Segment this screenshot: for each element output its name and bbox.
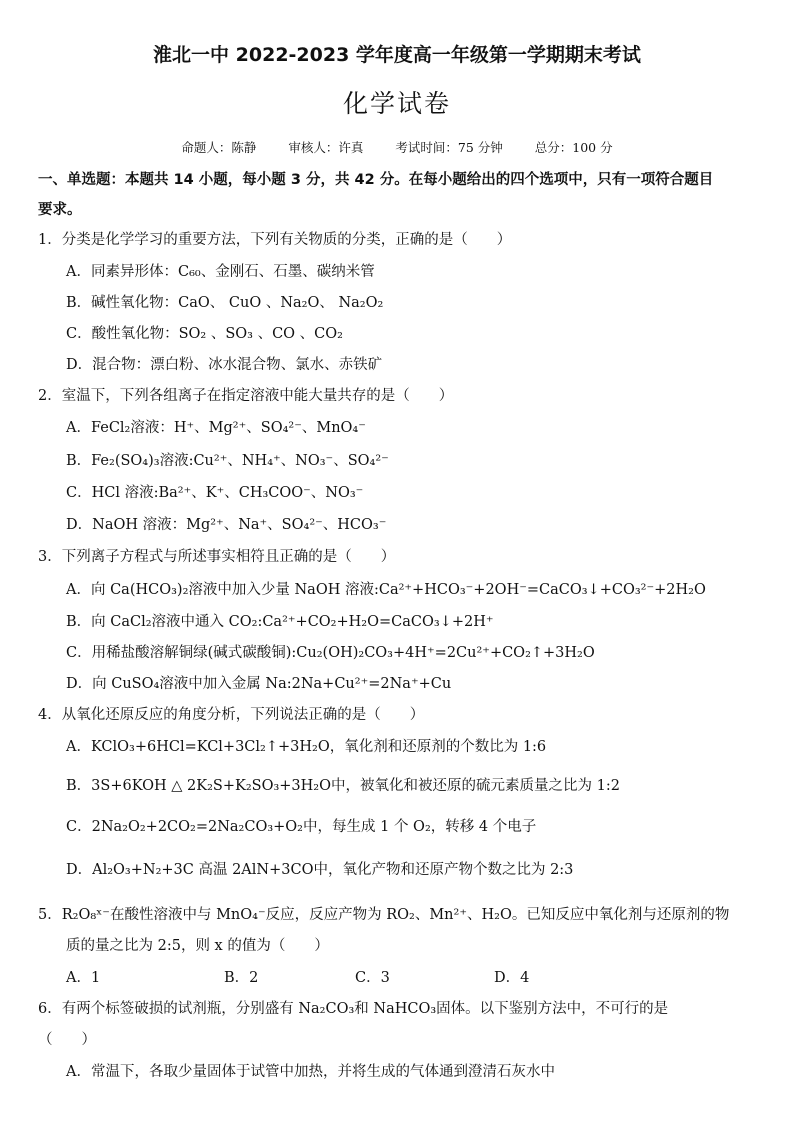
- question-5-stem-cont: 质的量之比为 2:5，则 x 的值为（ ）: [66, 938, 329, 954]
- question-6-stem: 6．有两个标签破损的试剂瓶，分别盛有 Na₂CO₃和 NaHCO₃固体。以下鉴别方法中，不可行的是: [38, 1001, 669, 1017]
- question-2-option-c: C．HCl 溶液:Ba²⁺、K⁺、CH₃COO⁻、NO₃⁻: [66, 485, 364, 501]
- question-1-option-b: B．碱性氧化物：CaO、 CuO 、Na₂O、 Na₂O₂: [66, 295, 384, 311]
- question-2-option-b: B．Fe₂(SO₄)₃溶液:Cu²⁺、NH₄⁺、NO₃⁻、SO₄²⁻: [66, 453, 389, 469]
- setter: 命题人：陈静: [181, 140, 257, 155]
- reviewer: 审核人：许真: [288, 140, 364, 155]
- question-4-option-a: A．KClO₃+6HCl=KCl+3Cl₂↑+3H₂O，氧化剂和还原剂的个数比为 1:6: [66, 739, 547, 755]
- question-3-option-b: B．向 CaCl₂溶液中通入 CO₂:Ca²⁺+CO₂+H₂O=CaCO₃↓+2H⁺: [66, 614, 494, 630]
- question-5-choice-d: D．4: [494, 970, 530, 986]
- question-6-option-a: A．常温下，各取少量固体于试管中加热，并将生成的气体通到澄清石灰水中: [66, 1064, 555, 1080]
- section-heading-cont: 要求。: [38, 202, 82, 218]
- question-5-choice-a: A．1: [66, 970, 101, 986]
- duration: 考试时间：75 分钟: [395, 140, 503, 155]
- question-5-stem: 5．R₂O₈ˣ⁻在酸性溶液中与 MnO₄⁻反应，反应产物为 RO₂、Mn²⁺、H₂O。已知反应中氧化剂与还原剂的物: [38, 907, 730, 923]
- question-1-option-c: C．酸性氧化物：SO₂ 、SO₃ 、CO 、CO₂: [66, 326, 343, 342]
- question-3-stem: 3．下列离子方程式与所述事实相符且正确的是（ ）: [38, 549, 396, 565]
- question-6-stem-cont: （ ）: [38, 1032, 96, 1048]
- question-2-option-d: D．NaOH 溶液：Mg²⁺、Na⁺、SO₄²⁻、HCO₃⁻: [66, 517, 387, 533]
- question-1-option-a: A．同素异形体：C₆₀、金刚石、石墨、碳纳米管: [66, 264, 375, 280]
- question-3-option-c: C．用稀盐酸溶解铜绿(碱式碳酸铜):Cu₂(OH)₂CO₃+4H⁺=2Cu²⁺+CO₂↑+3H₂O: [66, 645, 595, 661]
- exam-meta: [0, 138, 794, 156]
- question-3-option-d: D．向 CuSO₄溶液中加入金属 Na:2Na+Cu²⁺=2Na⁺+Cu: [66, 676, 452, 692]
- question-4-option-c: C．2Na₂O₂+2CO₂=2Na₂CO₃+O₂中，每生成 1 个 O₂，转移 4 个电子: [66, 819, 537, 835]
- question-2-option-a: A．FeCl₂溶液：H⁺、Mg²⁺、SO₄²⁻、MnO₄⁻: [66, 420, 366, 436]
- question-1-option-d: D．混合物：漂白粉、冰水混合物、氯水、赤铁矿: [66, 357, 383, 373]
- total-score: 总分：100 分: [534, 140, 613, 155]
- question-3-option-a: A．向 Ca(HCO₃)₂溶液中加入少量 NaOH 溶液:Ca²⁺+HCO₃⁻+2OH⁻=CaCO₃↓+CO₃²⁻+2H₂O: [66, 582, 706, 598]
- question-5-choice-c: C．3: [355, 970, 390, 986]
- question-4-option-b: B．3S+6KOH △ 2K₂S+K₂SO₃+3H₂O中，被氧化和被还原的硫元素质量之比为 1:2: [66, 778, 620, 794]
- question-5-choice-b: B．2: [224, 970, 259, 986]
- section-heading: 一、单选题：本题共 14 小题，每小题 3 分，共 42 分。在每小题给出的四个选项中，只有一项符合题目: [38, 172, 714, 188]
- subject-title: 化学试卷: [342, 89, 451, 118]
- question-4-stem: 4．从氧化还原反应的角度分析，下列说法正确的是（ ）: [38, 707, 425, 723]
- question-2-stem: 2．室温下，下列各组离子在指定溶液中能大量共存的是（ ）: [38, 388, 454, 404]
- exam-title: 淮北一中 2022-2023 学年度高一年级第一学期期末考试: [153, 44, 641, 66]
- question-1-stem: 1．分类是化学学习的重要方法，下列有关物质的分类，正确的是（ ）: [38, 232, 512, 248]
- question-4-option-d: D．Al₂O₃+N₂+3C 高温 2AlN+3CO中，氧化产物和还原产物个数之比为 2:3: [66, 862, 574, 878]
